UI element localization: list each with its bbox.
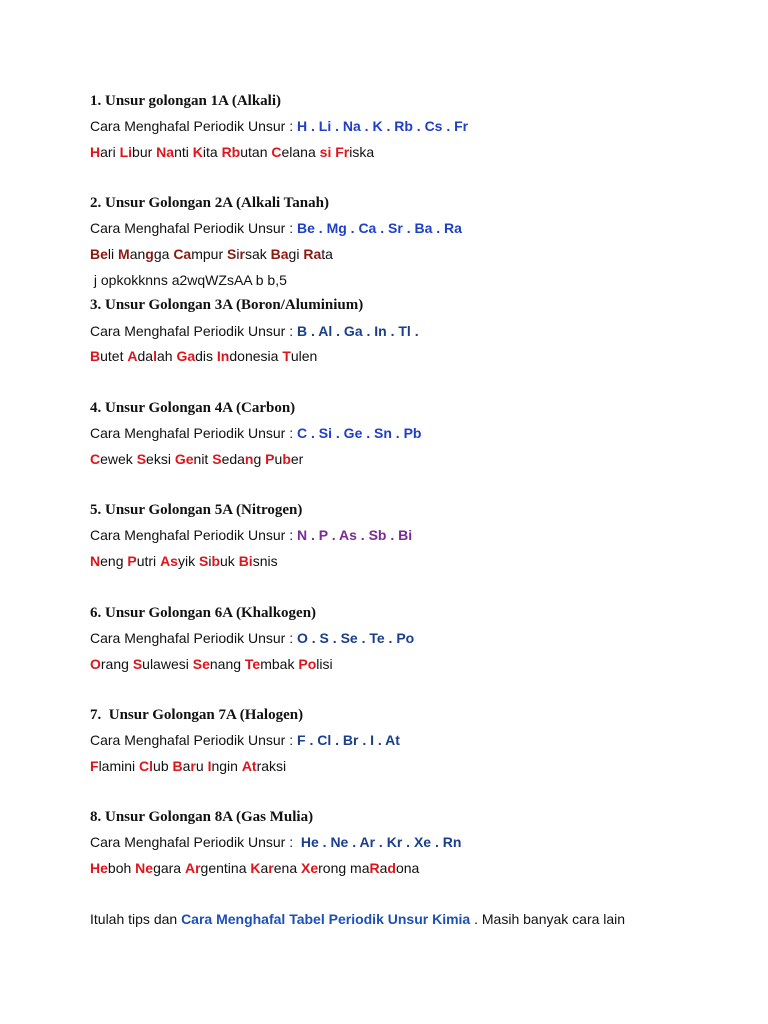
text-segment: Cara Menghafal Periodik Unsur :: [90, 834, 301, 850]
mnemonic-highlight: n: [244, 451, 254, 467]
symbols-4: [90, 424, 421, 442]
mnemonic-highlight: C: [271, 144, 282, 160]
text-segment: Cara Menghafal Periodik Unsur :: [90, 323, 297, 339]
text-segment: lisi: [316, 656, 333, 672]
mnemonic-highlight: S: [132, 656, 143, 672]
text-segment: ulen: [290, 348, 318, 364]
text-segment: rang: [100, 656, 133, 672]
mnemonic-highlight: F: [90, 758, 99, 774]
text-segment: Cara Menghafal Periodik Unsur :: [90, 732, 297, 748]
symbols-6: [90, 629, 414, 647]
text-segment: 7. Unsur Golongan 7A (Halogen): [90, 707, 304, 723]
text-segment: uk: [220, 553, 239, 569]
mnemonic-highlight: Rb: [221, 144, 241, 160]
mnemonic-6: [90, 655, 333, 673]
text-segment: ah: [156, 348, 177, 364]
symbols-8: [90, 833, 461, 851]
text-segment: a: [260, 860, 269, 876]
element-symbols: O . S . Se . Te . Po: [297, 630, 415, 646]
text-segment: j opkokknns a2wqWZsAA b b,5: [90, 272, 287, 288]
mnemonic-highlight: H: [90, 144, 101, 160]
mnemonic-highlight: Po: [298, 656, 317, 672]
mnemonic-highlight: Fr: [335, 144, 350, 160]
text-segment: raksi: [256, 758, 287, 774]
text-segment: dis: [195, 348, 217, 364]
mnemonic-highlight: S: [136, 451, 147, 467]
text-segment: an: [129, 246, 146, 262]
text-segment: Cara Menghafal Periodik Unsur :: [90, 118, 297, 134]
mnemonic-4: [90, 450, 303, 468]
symbols-7: [90, 731, 400, 749]
text-segment: ub: [153, 758, 173, 774]
mnemonic-highlight: Ca: [173, 246, 192, 262]
text-segment: ari: [100, 144, 120, 160]
mnemonic-highlight: O: [90, 656, 101, 672]
mnemonic-2: [90, 245, 333, 263]
symbols-2: [90, 219, 462, 237]
heading-1: [90, 92, 281, 110]
text-segment: li: [107, 246, 119, 262]
mnemonic-highlight: B: [172, 758, 183, 774]
mnemonic-highlight: R: [369, 860, 380, 876]
text-segment: gara: [153, 860, 185, 876]
mnemonic-highlight: l: [153, 348, 157, 364]
text-segment: yik: [177, 553, 199, 569]
mnemonic-highlight: He: [90, 860, 108, 876]
text-segment: gentina: [200, 860, 251, 876]
text-segment: 6. Unsur Golongan 6A (Khalkogen): [90, 605, 317, 621]
mnemonic-highlight: Se: [192, 656, 210, 672]
mnemonic-highlight: T: [282, 348, 291, 364]
article-link[interactable]: Cara Menghafal Tabel Periodik Unsur Kimia: [181, 911, 471, 927]
mnemonic-highlight: Na: [156, 144, 175, 160]
text-segment: ngin: [211, 758, 242, 774]
mnemonic-highlight: In: [216, 348, 230, 364]
mnemonic-highlight: Ar: [184, 860, 201, 876]
text-segment: ona: [395, 860, 420, 876]
text-segment: Cara Menghafal Periodik Unsur :: [90, 425, 297, 441]
text-segment: 5. Unsur Golongan 5A (Nitrogen): [90, 502, 303, 518]
element-symbols: Be . Mg . Ca . Sr . Ba . Ra: [297, 220, 462, 236]
mnemonic-highlight: r: [268, 860, 274, 876]
text-segment: mpur: [191, 246, 228, 262]
text-segment: ga: [153, 246, 174, 262]
text-segment: mbak: [260, 656, 299, 672]
element-symbols: N . P . As . Sb . Bi: [297, 527, 413, 543]
text-segment: eng: [100, 553, 128, 569]
text-segment: ita: [202, 144, 222, 160]
symbols-3: [90, 322, 419, 340]
mnemonic-8: [90, 859, 419, 877]
text-segment: i: [236, 246, 240, 262]
mnemonic-highlight: Li: [119, 144, 133, 160]
mnemonic-highlight: M: [118, 246, 130, 262]
text-segment: gi: [288, 246, 304, 262]
text-segment: utan: [240, 144, 272, 160]
text-segment: 1. Unsur golongan 1A (Alkali): [90, 93, 282, 109]
mnemonic-highlight: Ne: [135, 860, 154, 876]
mnemonic-highlight: Bi: [238, 553, 253, 569]
stray-text: [90, 271, 287, 289]
text-segment: bur: [132, 144, 157, 160]
text-segment: nang: [209, 656, 245, 672]
mnemonic-highlight: C: [90, 451, 101, 467]
mnemonic-highlight: B: [90, 348, 101, 364]
heading-3: [90, 296, 363, 314]
mnemonic-highlight: r: [239, 246, 245, 262]
text-segment: eda: [221, 451, 245, 467]
text-segment: snis: [252, 553, 278, 569]
heading-4: [90, 399, 295, 417]
text-segment: g: [253, 451, 266, 467]
text-segment: er: [290, 451, 304, 467]
mnemonic-highlight: S: [227, 246, 237, 262]
mnemonic-highlight: Ga: [176, 348, 196, 364]
mnemonic-highlight: Ge: [174, 451, 194, 467]
text-segment: iska: [349, 144, 375, 160]
mnemonic-highlight: S: [198, 553, 209, 569]
text-segment: 3. Unsur Golongan 3A (Boron/Aluminium): [90, 297, 364, 313]
mnemonic-highlight: P: [127, 553, 137, 569]
closing-paragraph: [90, 910, 625, 928]
text-segment: Itulah tips dan: [90, 911, 182, 927]
mnemonic-highlight: b: [211, 553, 220, 569]
text-segment: sak: [244, 246, 271, 262]
element-symbols: H . Li . Na . K . Rb . Cs . Fr: [297, 118, 469, 134]
mnemonic-highlight: K: [192, 144, 203, 160]
text-segment: Cara Menghafal Periodik Unsur :: [90, 527, 297, 543]
text-segment: u: [195, 758, 208, 774]
mnemonic-highlight: d: [387, 860, 396, 876]
text-segment: donesia: [229, 348, 283, 364]
mnemonic-5: [90, 552, 278, 570]
mnemonic-highlight: K: [250, 860, 261, 876]
symbols-5: [90, 526, 412, 544]
text-segment: ulawesi: [142, 656, 193, 672]
text-segment: i: [208, 553, 212, 569]
mnemonic-highlight: At: [241, 758, 257, 774]
text-segment: boh: [107, 860, 136, 876]
mnemonic-highlight: N: [90, 553, 101, 569]
element-symbols: F . Cl . Br . I . At: [297, 732, 400, 748]
mnemonic-highlight: Cl: [139, 758, 154, 774]
mnemonic-3: [90, 347, 317, 365]
mnemonic-highlight: r: [190, 758, 196, 774]
element-symbols: He . Ne . Ar . Kr . Xe . Rn: [300, 834, 462, 850]
mnemonic-highlight: Ba: [270, 246, 289, 262]
text-segment: eksi: [146, 451, 175, 467]
text-segment: ewek: [100, 451, 137, 467]
heading-7: [90, 706, 303, 724]
text-segment: ena: [273, 860, 301, 876]
mnemonic-highlight: S: [212, 451, 222, 467]
element-symbols: C . Si . Ge . Sn . Pb: [297, 425, 422, 441]
heading-2: [90, 194, 329, 212]
mnemonic-highlight: Te: [244, 656, 261, 672]
heading-8: [90, 808, 313, 826]
text-segment: 2. Unsur Golongan 2A (Alkali Tanah): [90, 195, 329, 211]
text-segment: nit: [193, 451, 213, 467]
heading-5: [90, 501, 302, 519]
text-segment: lamini: [98, 758, 140, 774]
mnemonic-highlight: si: [319, 144, 332, 160]
mnemonic-highlight: Ra: [303, 246, 322, 262]
text-segment: a: [379, 860, 388, 876]
mnemonic-highlight: b: [282, 451, 291, 467]
text-segment: da: [137, 348, 154, 364]
text-segment: ta: [321, 246, 333, 262]
element-symbols: B . Al . Ga . In . Tl .: [297, 323, 419, 339]
symbols-1: [90, 117, 468, 135]
text-segment: . Masih banyak cara lain: [470, 911, 626, 927]
text-segment: a: [182, 758, 191, 774]
mnemonic-highlight: A: [127, 348, 138, 364]
text-segment: u: [274, 451, 283, 467]
mnemonic-highlight: P: [265, 451, 275, 467]
text-segment: Cara Menghafal Periodik Unsur :: [90, 630, 297, 646]
mnemonic-highlight: As: [160, 553, 178, 569]
text-segment: utri: [136, 553, 161, 569]
text-segment: 4. Unsur Golongan 4A (Carbon): [90, 400, 296, 416]
mnemonic-highlight: g: [145, 246, 154, 262]
mnemonic-7: [90, 757, 286, 775]
text-segment: Cara Menghafal Periodik Unsur :: [90, 220, 297, 236]
mnemonic-highlight: I: [207, 758, 212, 774]
text-segment: utet: [100, 348, 128, 364]
text-segment: rong ma: [318, 860, 370, 876]
text-segment: elana: [281, 144, 320, 160]
text-segment: nti: [174, 144, 193, 160]
heading-6: [90, 604, 316, 622]
mnemonic-highlight: Xe: [301, 860, 319, 876]
mnemonic-1: [90, 143, 374, 161]
mnemonic-highlight: Be: [90, 246, 108, 262]
text-segment: 8. Unsur Golongan 8A (Gas Mulia): [90, 809, 314, 825]
